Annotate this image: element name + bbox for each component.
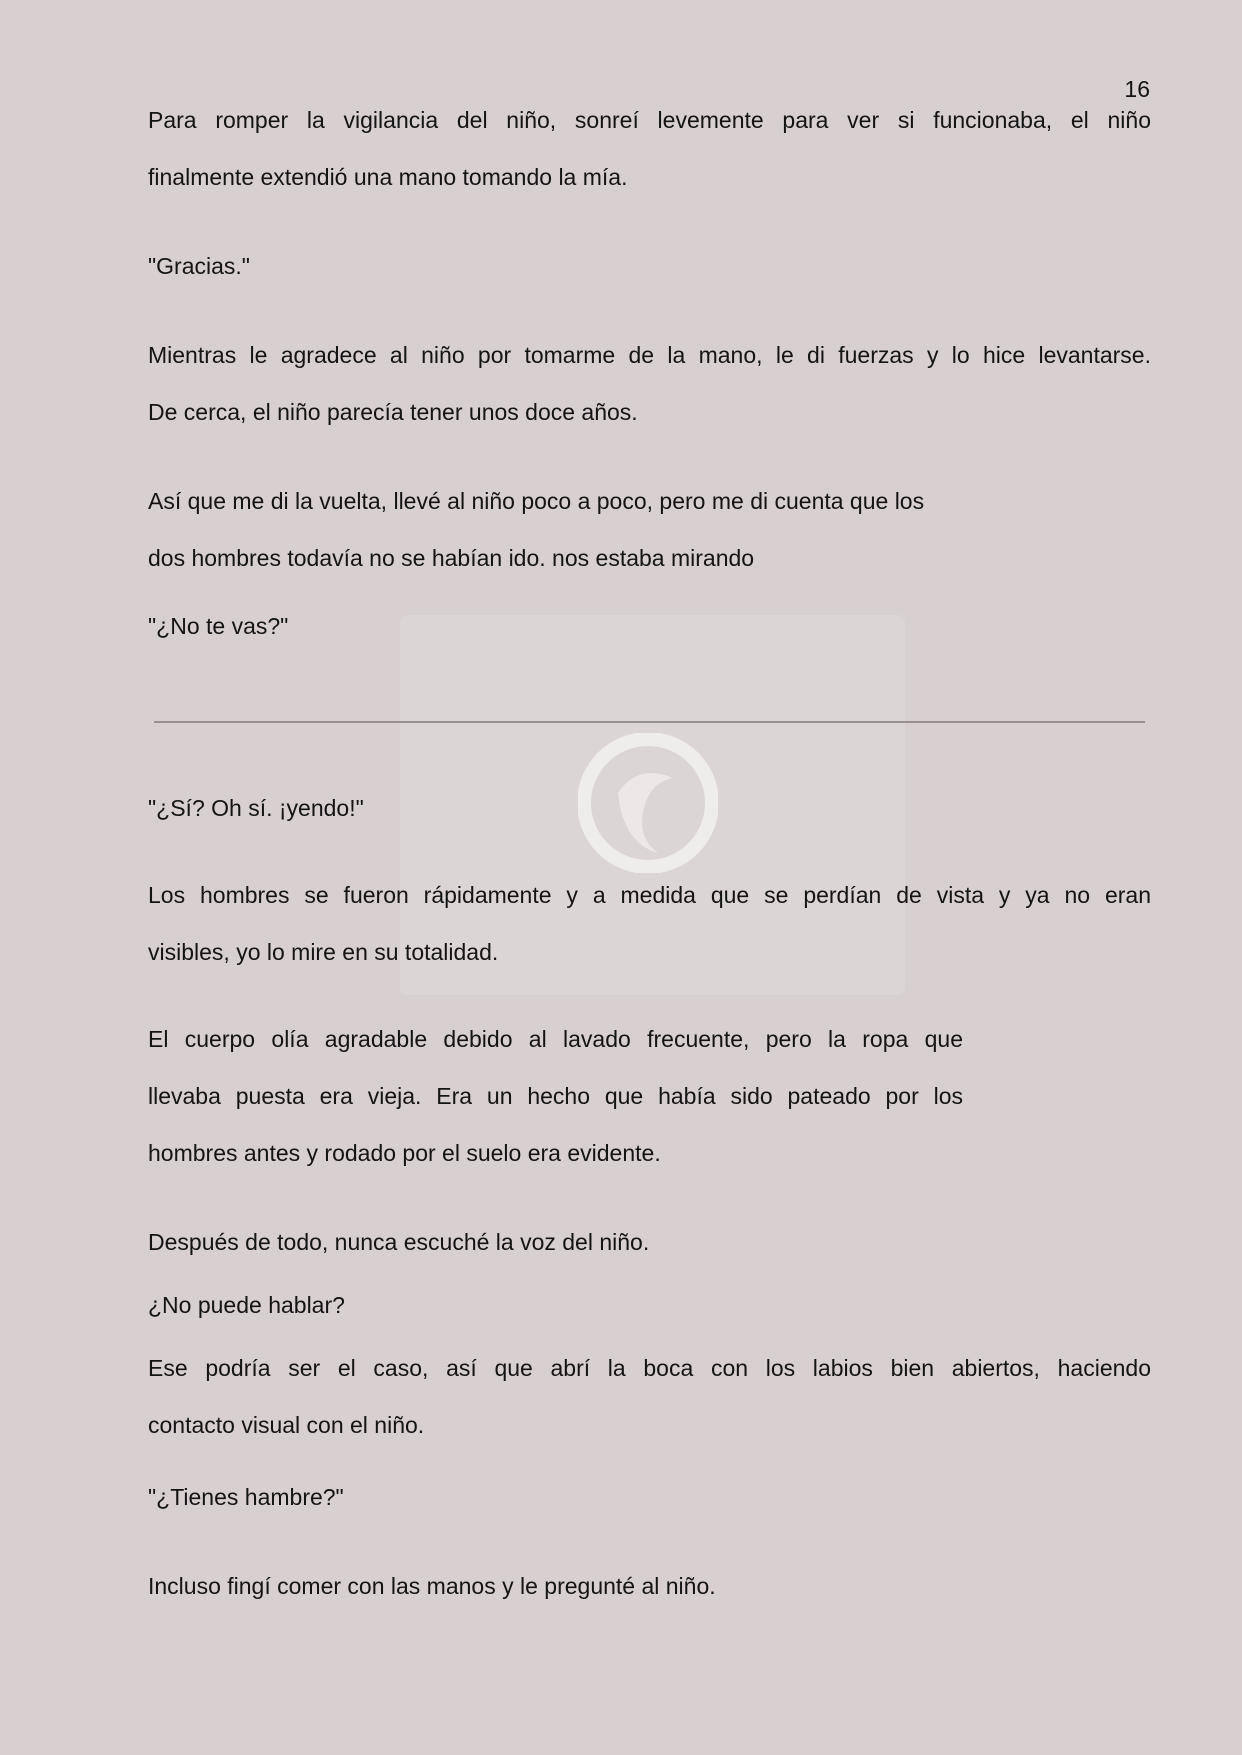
paragraph-line: dos hombres todavía no se habían ido. nos estaba mirando — [148, 545, 755, 571]
page-number: 16 — [1124, 76, 1150, 102]
paragraph-line: hombres antes y rodado por el suelo era evidente. — [148, 1140, 661, 1166]
dialogue-line: "¿No te vas?" — [148, 613, 289, 639]
paragraph-line: Después de todo, nunca escuché la voz del niño. — [148, 1229, 650, 1255]
dialogue-line: "¿Tienes hambre?" — [148, 1484, 344, 1510]
paragraph-line: ¿No puede hablar? — [148, 1292, 345, 1318]
paragraph-line: Mientras le agradece al niño por tomarme de la mano, le di fuerzas y lo hice levantarse. — [148, 342, 1151, 368]
paragraph-line: Los hombres se fueron rápidamente y a medida que se perdían de vista y ya no eran — [148, 882, 1151, 908]
paragraph-line: Para romper la vigilancia del niño, sonreí levemente para ver si funcionaba, el niño — [148, 107, 1151, 133]
paragraph-line: visibles, yo lo mire en su totalidad. — [148, 939, 499, 965]
dialogue-line: "Gracias." — [148, 253, 250, 279]
paragraph-line: Incluso fingí comer con las manos y le pregunté al niño. — [148, 1573, 716, 1599]
paragraph-line: llevaba puesta era vieja. Era un hecho que había sido pateado por los — [148, 1083, 963, 1109]
paragraph-line: El cuerpo olía agradable debido al lavado frecuente, pero la ropa que — [148, 1026, 963, 1052]
paragraph-line: finalmente extendió una mano tomando la mía. — [148, 164, 628, 190]
watermark-logo-icon — [578, 733, 718, 873]
section-divider — [154, 721, 1145, 723]
paragraph-line: Ese podría ser el caso, así que abrí la boca con los labios bien abiertos, haciendo — [148, 1355, 1151, 1381]
paragraph-line: De cerca, el niño parecía tener unos doce años. — [148, 399, 638, 425]
paragraph-line: Así que me di la vuelta, llevé al niño poco a poco, pero me di cuenta que los — [148, 488, 925, 514]
paragraph-line: contacto visual con el niño. — [148, 1412, 425, 1438]
dialogue-line: "¿Sí? Oh sí. ¡yendo!" — [148, 795, 364, 821]
